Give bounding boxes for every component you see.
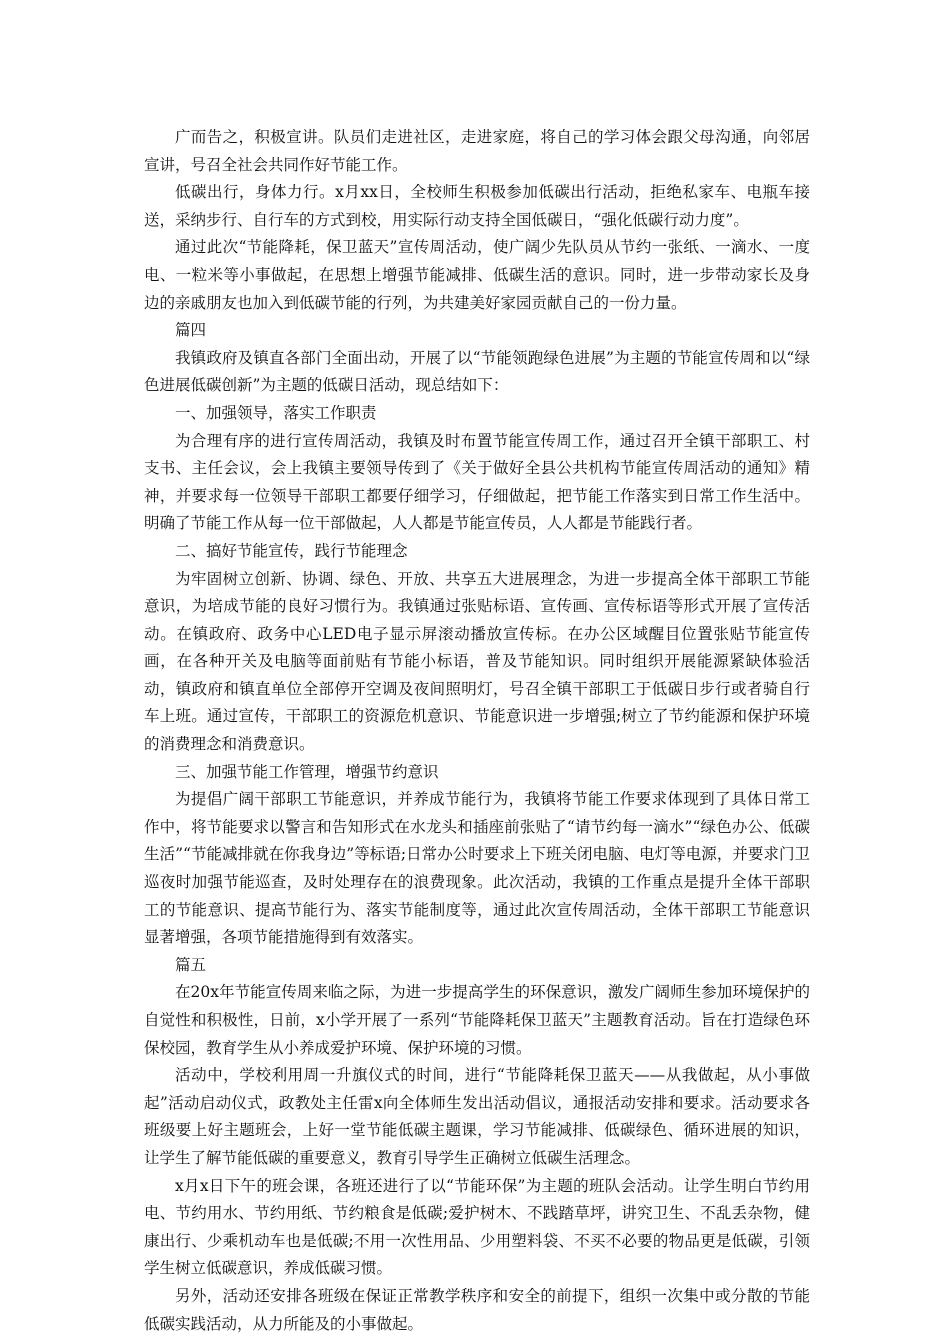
section-heading: 篇四: [175, 321, 207, 340]
paragraph: 另外，活动还安排各班级在保证正常教学秩序和安全的前提下，组织一次集中或分散的节能低碳实践活动，从力所能及的小事做起。: [144, 1286, 810, 1333]
section-heading: 一、加强领导，落实工作职责: [175, 403, 377, 422]
section-heading: 二、搞好节能宣传，践行节能理念: [175, 541, 408, 560]
paragraph: 我镇政府及镇直各部门全面出动，开展了以“节能领跑绿色进展”为主题的节能宣传周和以“绿色进展低碳创新”为主题的低碳日活动，现总结如下：: [144, 348, 810, 395]
paragraph: 通过此次“节能降耗，保卫蓝天”宣传周活动，使广阔少先队员从节约一张纸、一滴水、一度电、一粒米等小事做起，在思想上增强节能减排、低碳生活的意识。同时，进一步带动家长及身边的亲戚朋友也加入到低碳节能的行列，为共建美好家园贡献自己的一份力量。: [144, 238, 810, 312]
paragraph: 低碳出行，身体力行。x月xx日，全校师生积极参加低碳出行活动，拒绝私家车、电瓶车接送，采纳步行、自行车的方式到校，用实际行动支持全国低碳日，“强化低碳行动力度”。: [144, 183, 810, 229]
document-body: [144, 124, 810, 1338]
paragraph: 在20x年节能宣传周来临之际，为进一步提高学生的环保意识，激发广阔师生参加环境保护的自觉性和积极性，日前，x小学开展了一系列“节能降耗保卫蓝天”主题教育活动。旨在打造绿色环保校园，教育学生从小养成爱护环境、保护环境的习惯。: [144, 983, 810, 1057]
paragraph: 活动中，学校利用周一升旗仪式的时间，进行“节能降耗保卫蓝天——从我做起，从小事做起”活动启动仪式，政教处主任雷x向全体师生发出活动倡议，通报活动安排和要求。活动要求各班级要上好主题班会，上好一堂节能低碳主题课，学习节能减排、低碳绿色、循环进展的知识，让学生了解节能低碳的重要意义，教育引导学生正确树立低碳生活理念。: [144, 1066, 810, 1167]
paragraph: 为提倡广阔干部职工节能意识，并养成节能行为，我镇将节能工作要求体现到了具体日常工作中，将节能要求以警言和告知形式在水龙头和插座前张贴了“请节约每一滴水”“绿色办公、低碳生活”“节能减排就在你我身边”等标语;日常办公时要求上下班关闭电脑、电灯等电源，并要求门卫巡夜时加强节能巡查，及时处理存在的浪费现象。此次活动，我镇的工作重点是提升全体干部职工的节能意识、提高节能行为、落实节能制度等，通过此次宣传周活动，全体干部职工节能意识显著增强，各项节能措施得到有效落实。: [144, 790, 810, 947]
paragraph: 为牢固树立创新、协调、绿色、开放、共享五大进展理念，为进一步提高全体干部职工节能意识，为培成节能的良好习惯行为。我镇通过张贴标语、宣传画、宣传标语等形式开展了宣传活动。在镇政府、政务中心LED电子显示屏滚动播放宣传标。在办公区域醒目位置张贴节能宣传画，在各种开关及电脑等面前贴有节能小标语，普及节能知识。同时组织开展能源紧缺体验活动，镇政府和镇直单位全部停开空调及夜间照明灯，号召全镇干部职工于低碳日步行或者骑自行车上班。通过宣传，干部职工的资源危机意识、节能意识进一步增强;树立了节约能源和保护环境的消费理念和消费意识。: [144, 569, 810, 754]
section-heading: 篇五: [175, 955, 207, 974]
paragraph: 为合理有序的进行宣传周活动，我镇及时布置节能宣传周工作，通过召开全镇干部职工、村支书、主任会议，会上我镇主要领导传到了《关于做好全县公共机构节能宣传周活动的通知》精神，并要求每一位领导干部职工都要仔细学习，仔细做起，把节能工作落实到日常工作生活中。明确了节能工作从每一位干部做起，人人都是节能宣传员，人人都是节能践行者。: [144, 431, 810, 533]
paragraph: 广而告之，积极宣讲。队员们走进社区，走进家庭，将自己的学习体会跟父母沟通，向邻居宣讲，号召全社会共同作好节能工作。: [144, 128, 810, 174]
section-heading: 三、加强节能工作管理，增强节约意识: [175, 762, 439, 781]
paragraph: x月x日下午的班会课，各班还进行了以“节能环保”为主题的班队会活动。让学生明白节约用电、节约用水、节约用纸、节约粮食是低碳;爱护树木、不践踏草坪，讲究卫生、不乱丢杂物，健康出行、少乘机动车也是低碳;不用一次性用品、少用塑料袋、不买不必要的物品更是低碳，引领学生树立低碳意识，养成低碳习惯。: [144, 1176, 810, 1278]
